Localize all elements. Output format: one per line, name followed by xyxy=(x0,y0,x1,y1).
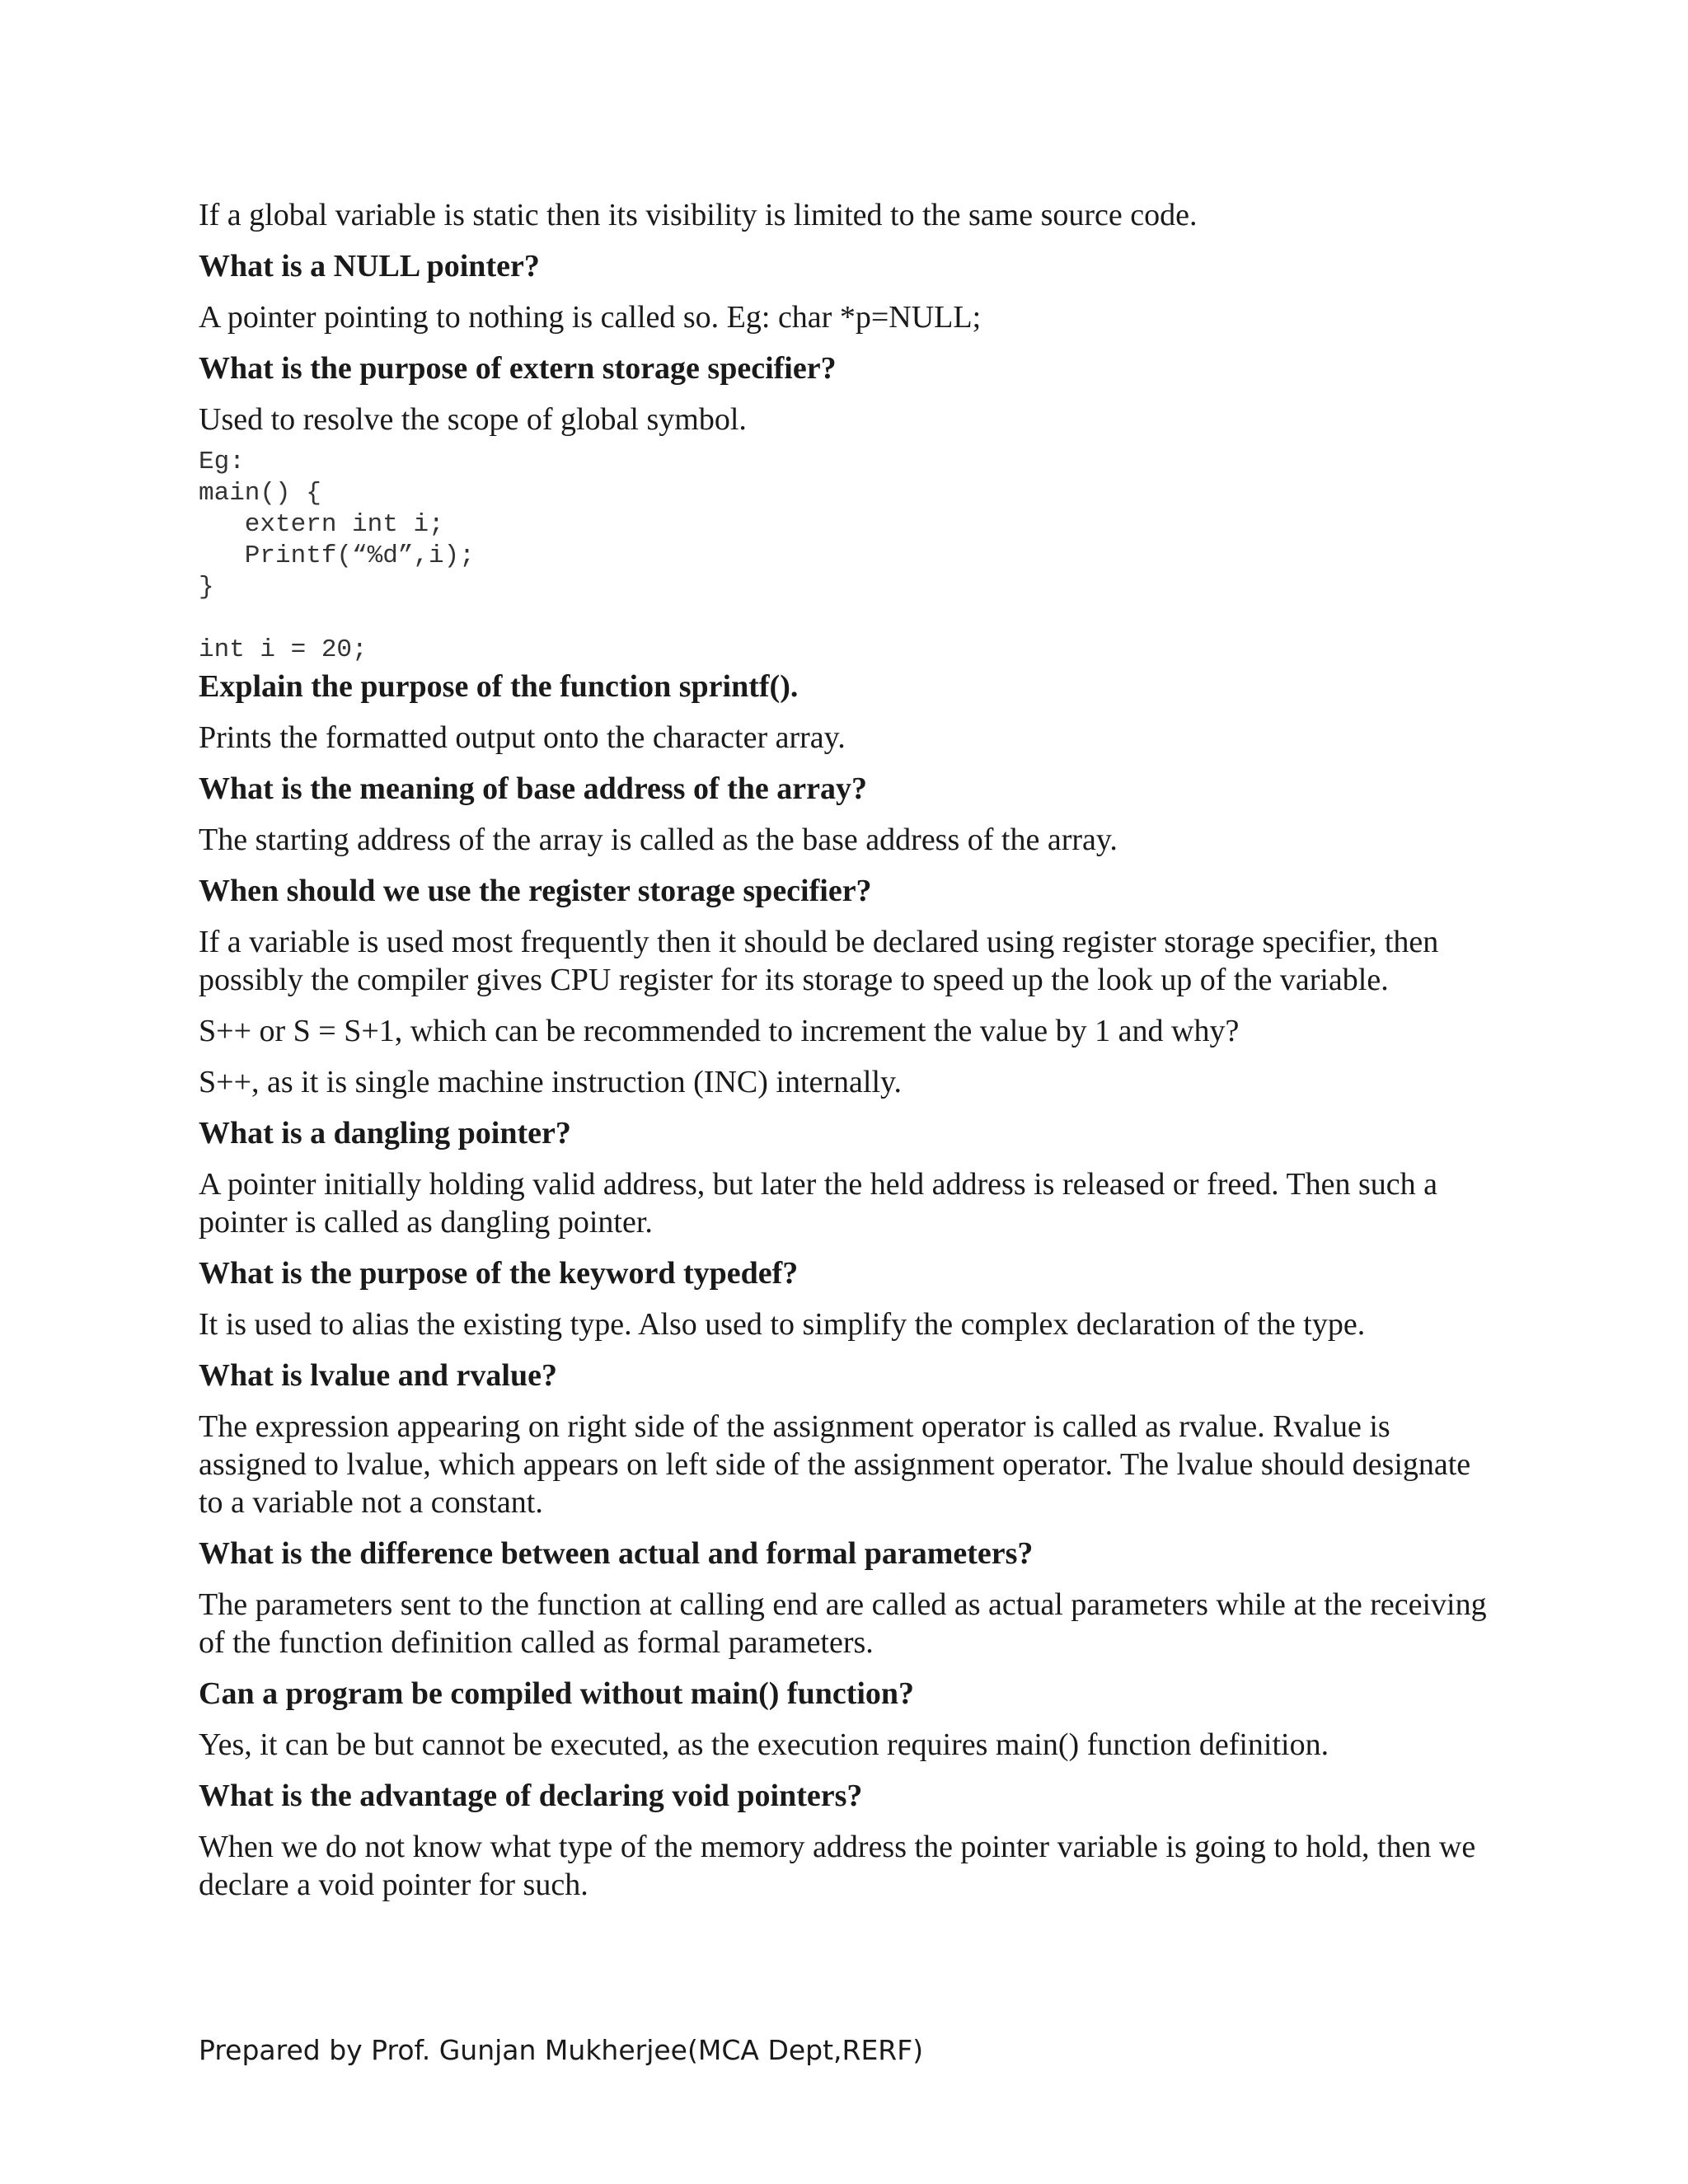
answer-typedef: It is used to alias the existing type. Also used to simplify the complex declaration of the type. xyxy=(199,1307,1366,1342)
code-line: } xyxy=(199,573,214,602)
question-sprintf: Explain the purpose of the function sprintf(). xyxy=(199,669,799,704)
question-dangling-pointer: What is a dangling pointer? xyxy=(199,1116,571,1151)
code-line: int i = 20; xyxy=(199,635,368,664)
question-typedef: What is the purpose of the keyword typedef? xyxy=(199,1256,799,1291)
question-register-specifier: When should we use the register storage specifier? xyxy=(199,874,872,908)
answer-void-pointers: When we do not know what type of the memory address the pointer variable is going to hold, then we declare a void pointer for such. xyxy=(199,1830,1476,1902)
answer-increment: S++, as it is single machine instruction (INC) internally. xyxy=(199,1065,903,1099)
answer-register-specifier: If a variable is used most frequently then it should be declared using register storage specifier, then possibly the compiler gives CPU register for its storage to speed up the look up of the variable. xyxy=(199,925,1439,997)
question-extern-specifier: What is the purpose of extern storage specifier? xyxy=(199,351,837,386)
code-line: main() { xyxy=(199,479,321,508)
code-line: Printf(“%d”,i); xyxy=(199,541,475,570)
code-line: Eg: xyxy=(199,448,245,476)
page-content xyxy=(199,196,1501,1917)
answer-sprintf: Prints the formatted output onto the character array. xyxy=(199,720,846,755)
answer-base-address: The starting address of the array is called as the base address of the array. xyxy=(199,823,1118,857)
code-blank-line xyxy=(199,603,1501,635)
answer-extern-specifier: Used to resolve the scope of global symbol. xyxy=(199,402,747,437)
code-line: extern int i; xyxy=(199,510,444,539)
code-example xyxy=(199,447,1501,666)
question-void-pointers: What is the advantage of declaring void pointers? xyxy=(199,1779,863,1813)
question-lvalue-rvalue: What is lvalue and rvalue? xyxy=(199,1358,557,1393)
answer-null-pointer: A pointer pointing to nothing is called so. Eg: char *p=NULL; xyxy=(199,300,982,335)
answer-dangling-pointer: A pointer initially holding valid address, but later the held address is released or freed. Then such a pointer is called as dangling pointer. xyxy=(199,1167,1438,1240)
question-actual-formal: What is the difference between actual and formal parameters? xyxy=(199,1536,1034,1571)
question-without-main: Can a program be compiled without main() function? xyxy=(199,1676,915,1711)
answer-actual-formal: The parameters sent to the function at calling end are called as actual parameters while at the receiving of the function definition called as formal parameters. xyxy=(199,1587,1487,1660)
question-increment: S++ or S = S+1, which can be recommended to increment the value by 1 and why? xyxy=(199,1014,1240,1048)
question-base-address: What is the meaning of base address of the array? xyxy=(199,771,868,806)
page-footer: Prepared by Prof. Gunjan Mukherjee(MCA Dept,RERF) xyxy=(199,2034,924,2066)
answer-without-main: Yes, it can be but cannot be executed, as the execution requires main() function definition. xyxy=(199,1727,1329,1762)
question-null-pointer: What is a NULL pointer? xyxy=(199,249,540,284)
intro-paragraph: If a global variable is static then its visibility is limited to the same source code. xyxy=(199,198,1198,232)
answer-lvalue-rvalue: The expression appearing on right side of the assignment operator is called as rvalue. Rvalue is assigned to lvalue, which appears on left side of the assignment operator. The lvalue should designate to a variable not a constant. xyxy=(199,1409,1471,1520)
